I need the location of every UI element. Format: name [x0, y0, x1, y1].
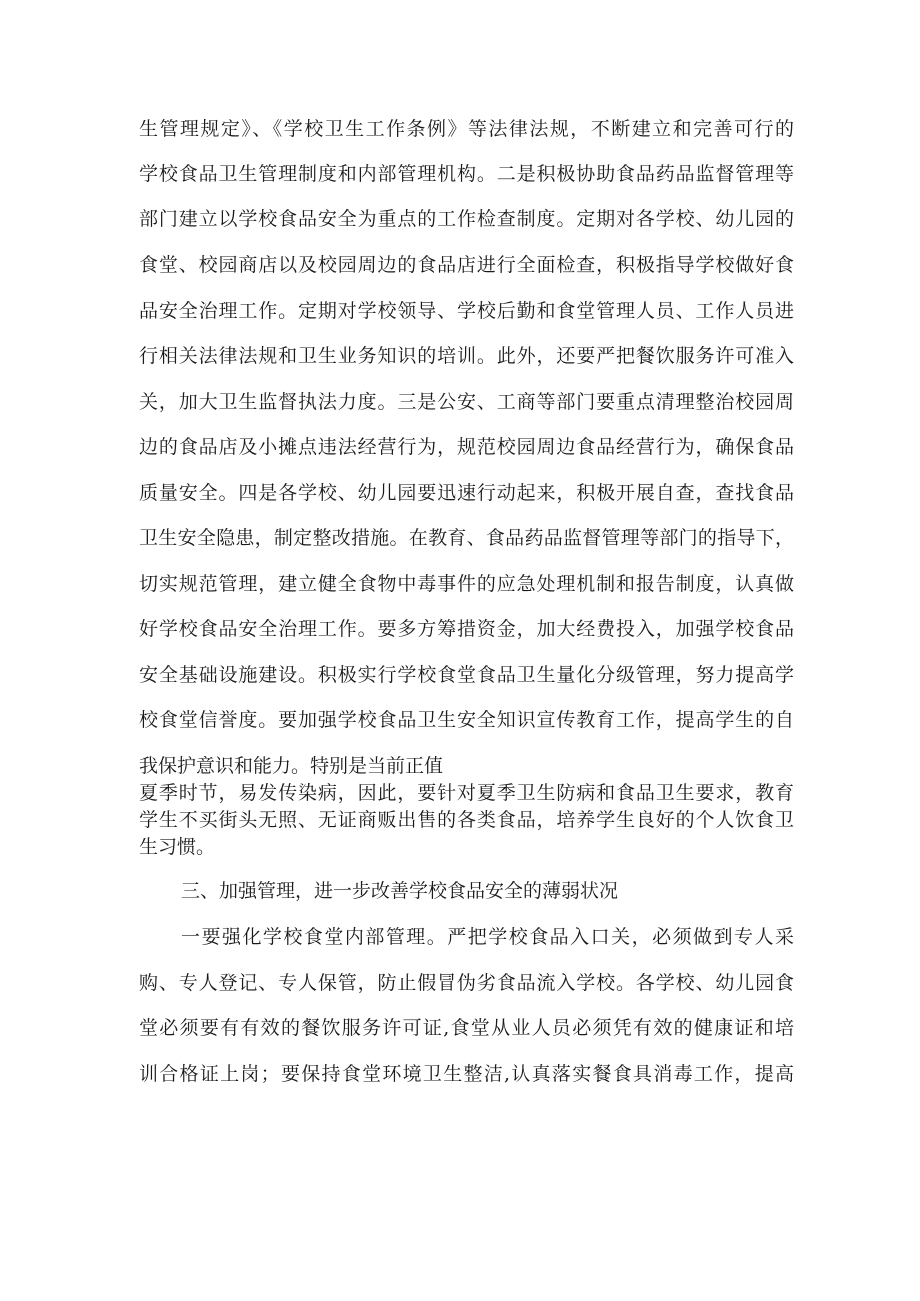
paragraph-1-line-11: 切实规范管理，建立健全食物中毒事件的应急处理机制和报告制度，认真做 [139, 573, 794, 595]
paragraph-2-line-1: 夏季时节，易发传染病，因此，要针对夏季卫生防病和食品卫生要求，教育 [139, 782, 794, 804]
paragraph-1-line-10: 卫生安全隐患，制定整改措施。在教育、食品药品监督管理等部门的指导下， [139, 527, 794, 549]
paragraph-3-line-1: 一要强化学校食堂内部管理。严把学校食品入口关，必须做到专人采 [181, 926, 794, 948]
paragraph-3-line-2: 购、专人登记、专人保管，防止假冒伪劣食品流入学校。各学校、幼儿园食 [139, 972, 794, 994]
paragraph-2-line-3: 生习惯。 [139, 836, 216, 858]
paragraph-1-line-15: 我保护意识和能力。特别是当前正值 [139, 755, 444, 777]
paragraph-1-line-14: 校食堂信誉度。要加强学校食品卫生安全知识宣传教育工作，提高学生的自 [139, 709, 794, 731]
paragraph-1-line-7: 关，加大卫生监督执法力度。三是公安、工商等部门要重点清理整治校园周 [139, 391, 794, 413]
paragraph-1-line-8: 边的食品店及小摊点违法经营行为，规范校园周边食品经营行为，确保食品 [139, 436, 794, 458]
section-heading: 三、加强管理，进一步改善学校食品安全的薄弱状况 [181, 880, 619, 902]
paragraph-1-line-6: 行相关法律法规和卫生业务知识的培训。此外，还要严把餐饮服务许可准入 [139, 345, 794, 367]
paragraph-3-line-3: 堂必须要有有效的餐饮服务许可证,食堂从业人员必须凭有效的健康证和培 [139, 1017, 794, 1039]
paragraph-1-line-9: 质量安全。四是各学校、幼儿园要迅速行动起来，积极开展自查，查找食品 [139, 482, 794, 504]
paragraph-1-line-1: 生管理规定》、《学校卫生工作条例》等法律法规，不断建立和完善可行的 [139, 118, 794, 140]
paragraph-1-line-3: 部门建立以学校食品安全为重点的工作检查制度。定期对各学校、幼儿园的 [139, 208, 794, 230]
paragraph-1-line-4: 食堂、校园商店以及校园周边的食品店进行全面检查，积极指导学校做好食 [139, 254, 794, 276]
paragraph-1-line-2: 学校食品卫生管理制度和内部管理机构。二是积极协助食品药品监督管理等 [139, 163, 794, 185]
paragraph-1-line-13: 安全基础设施建设。积极实行学校食堂食品卫生量化分级管理，努力提高学 [139, 664, 794, 686]
paragraph-1-line-12: 好学校食品安全治理工作。要多方筹措资金，加大经费投入，加强学校食品 [139, 618, 794, 640]
paragraph-1-line-5: 品安全治理工作。定期对学校领导、学校后勤和食堂管理人员、工作人员进 [139, 300, 794, 322]
paragraph-2-line-2: 学生不买街头无照、无证商贩出售的各类食品，培养学生良好的个人饮食卫 [139, 809, 794, 831]
paragraph-3-line-4: 训合格证上岗；要保持食堂环境卫生整洁,认真落实餐食具消毒工作，提高 [139, 1063, 794, 1085]
